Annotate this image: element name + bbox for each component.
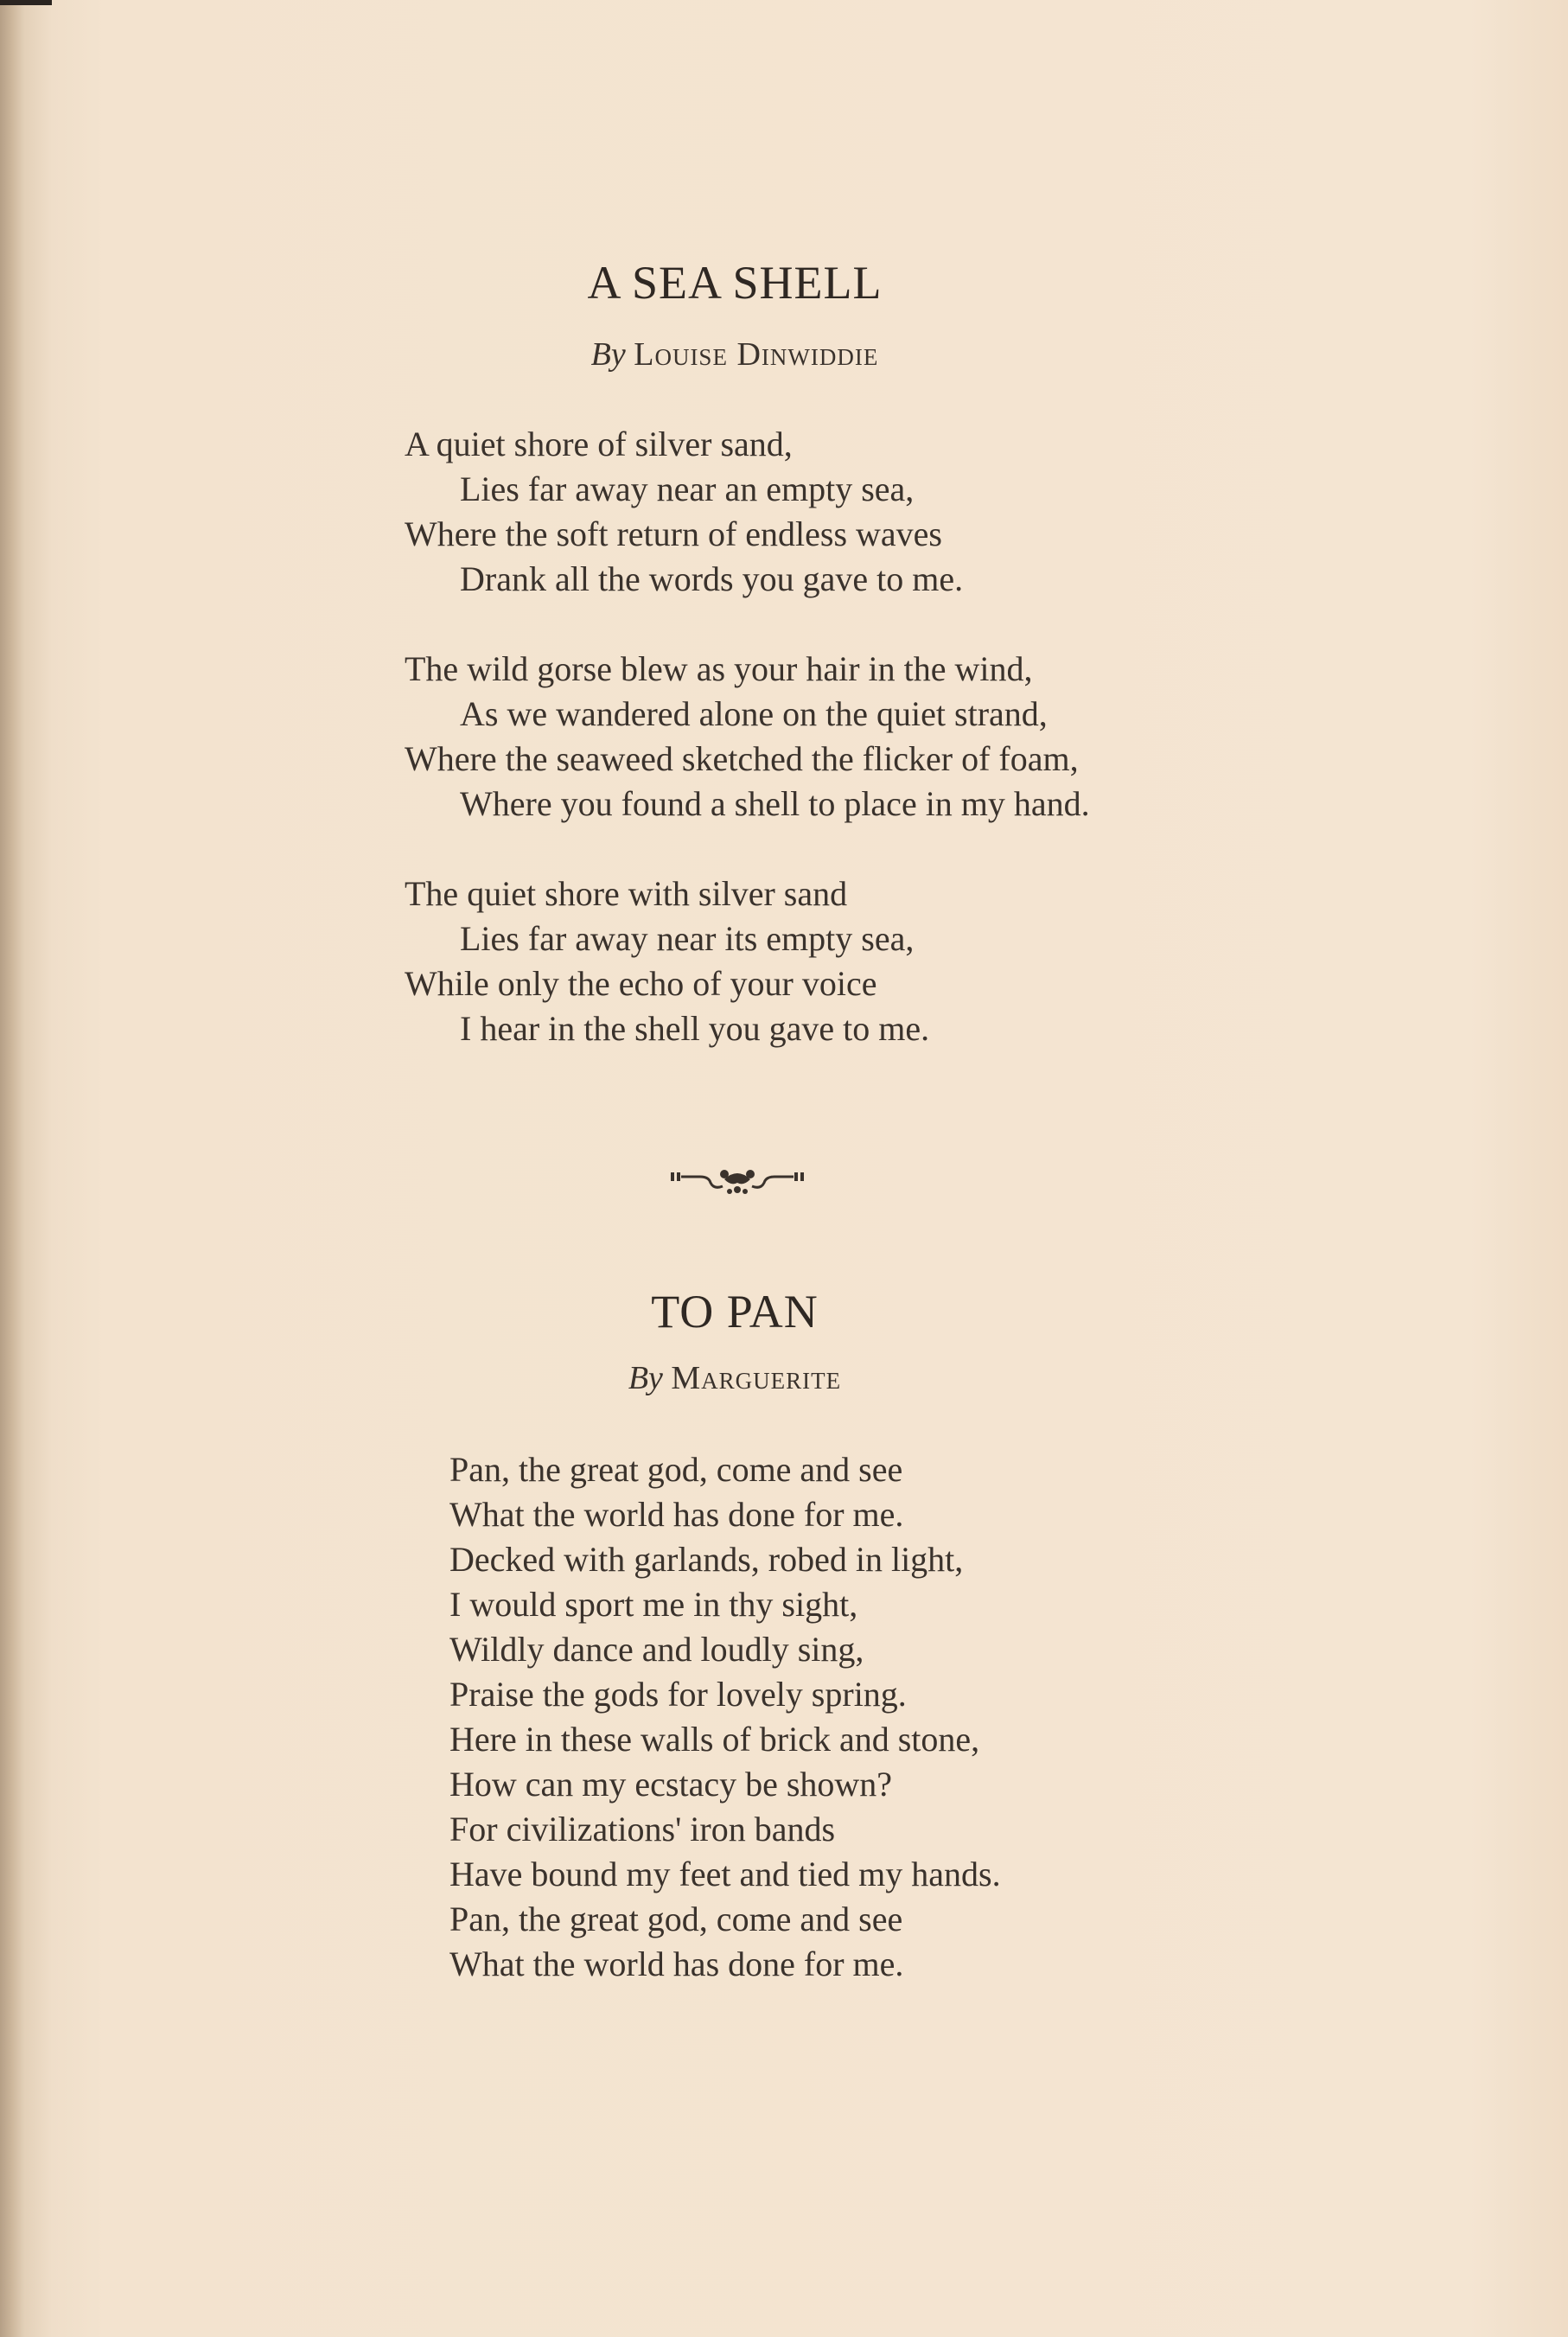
- poem-line: The quiet shore with silver sand: [405, 874, 848, 913]
- poem-body-sea-shell: [405, 422, 1090, 1051]
- poem-line: A quiet shore of silver sand,: [405, 425, 793, 463]
- poem-byline-sea-shell: [0, 335, 1469, 374]
- poem-line: Where the seaweed sketched the flicker of foam,: [405, 739, 1079, 778]
- stanza: [405, 647, 1090, 827]
- poem-line: How can my ecstacy be shown?: [449, 1765, 893, 1804]
- byline-author: Marguerite: [671, 1360, 842, 1396]
- poem-line: What the world has done for me.: [449, 1944, 904, 1983]
- poem-line: As we wandered alone on the quiet strand,: [460, 694, 1048, 733]
- poem-line: For civilizations' iron bands: [449, 1810, 836, 1849]
- poem-line: I hear in the shell you gave to me.: [460, 1009, 930, 1048]
- poem-line: Lies far away near an empty sea,: [460, 469, 915, 508]
- poem-line: Drank all the words you gave to me.: [460, 559, 964, 598]
- stanza: [405, 872, 1090, 1051]
- poem-line: The wild gorse blew as your hair in the wind,: [405, 649, 1033, 688]
- byline-by: By: [590, 336, 626, 373]
- poem-line: While only the echo of your voice: [405, 964, 877, 1003]
- stanza: [449, 1447, 1001, 1987]
- poem-line: Have bound my feet and tied my hands.: [449, 1855, 1001, 1893]
- poem-line: Decked with garlands, robed in light,: [449, 1540, 964, 1579]
- poem-byline-to-pan: [0, 1359, 1469, 1397]
- byline-by: By: [628, 1360, 663, 1396]
- poem-line: Where you found a shell to place in my hand.: [460, 784, 1090, 823]
- page-edge-mark: [0, 0, 52, 5]
- poem-line: Where the soft return of endless waves: [405, 514, 942, 553]
- poem-line: Lies far away near its empty sea,: [460, 919, 915, 958]
- poem-line: Pan, the great god, come and see: [449, 1450, 903, 1489]
- stanza: [405, 422, 1090, 602]
- decorative-fleuron-icon: [671, 1160, 804, 1195]
- poem-line: What the world has done for me.: [449, 1495, 904, 1534]
- poem-line: I would sport me in thy sight,: [449, 1585, 858, 1624]
- byline-author: Louise Dinwiddie: [634, 336, 879, 373]
- poem-line: Here in these walls of brick and stone,: [449, 1720, 980, 1759]
- poem-line: Praise the gods for lovely spring.: [449, 1675, 907, 1714]
- poem-line: Pan, the great god, come and see: [449, 1900, 903, 1938]
- poem-line: Wildly dance and loudly sing,: [449, 1630, 864, 1669]
- poem-body-to-pan: [449, 1447, 1001, 1987]
- poem-title-sea-shell: A SEA SHELL: [587, 257, 883, 309]
- poem-title-to-pan: TO PAN: [651, 1286, 819, 1338]
